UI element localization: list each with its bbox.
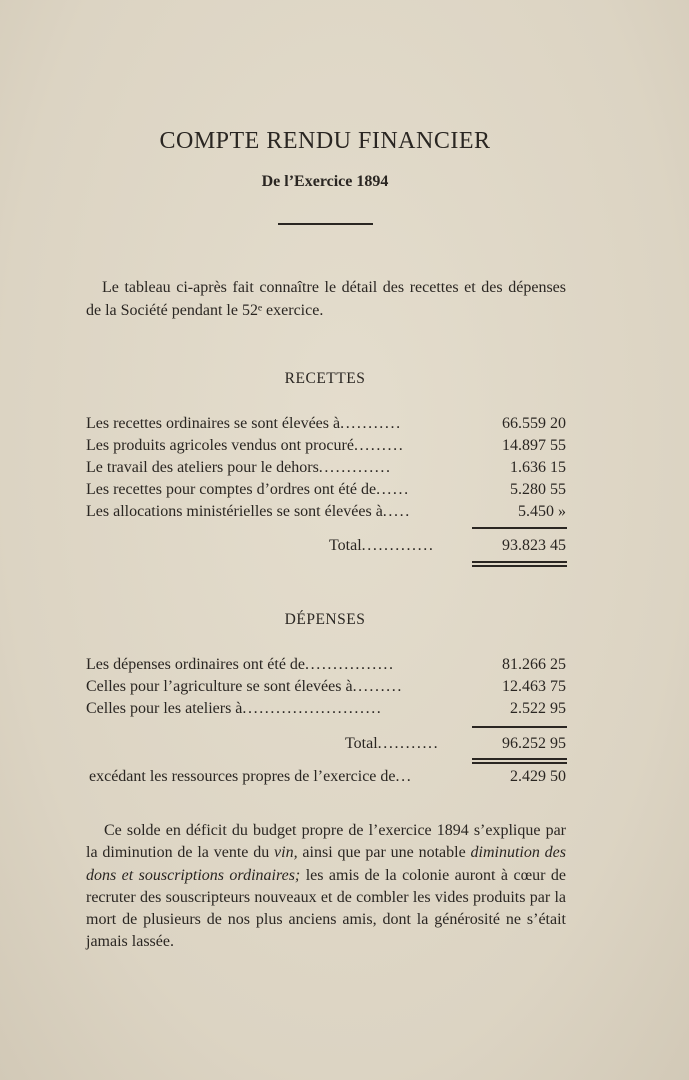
recettes-heading: RECETTES (284, 370, 366, 387)
leader-dots: ...... (376, 481, 410, 498)
total-label: Total (345, 735, 378, 752)
recette-label: Les recettes ordinaires se sont élevées à (86, 415, 341, 432)
depense-label: Les dépenses ordinaires ont été de (86, 656, 306, 673)
recette-amount: 1.636 15 (510, 459, 566, 476)
recettes-total-amount: 93.823 45 (502, 537, 566, 554)
total-label: Total (329, 537, 362, 554)
double-rule-top (472, 758, 567, 760)
excess-row (89, 766, 566, 788)
intro-paragraph: Le tableau ci-après fait connaître le détail des recettes et des dépenses de la Société pendant le 52ᵉ exercice. (86, 279, 566, 319)
depense-row (86, 676, 566, 698)
double-rule-bottom (472, 762, 567, 764)
leader-dots: ........... (377, 735, 440, 752)
recette-row (86, 413, 566, 435)
double-rule-bottom (472, 565, 567, 567)
depenses-total-amount: 96.252 95 (502, 735, 566, 752)
leader-dots: ........... (340, 415, 402, 432)
italic-diminution: diminution des dons et souscriptions ordinaires; (86, 844, 567, 884)
page-title: COMPTE RENDU FINANCIER (159, 128, 491, 154)
title-divider (278, 223, 373, 225)
depense-label: Celles pour les ateliers à (86, 700, 243, 717)
leader-dots: ..... (382, 503, 411, 520)
sum-rule (472, 527, 567, 529)
depense-row (86, 698, 566, 720)
recette-amount: 14.897 55 (502, 437, 566, 454)
depenses-heading: DÉPENSES (284, 611, 366, 628)
depense-amount: 12.463 75 (502, 678, 566, 695)
depense-row (86, 654, 566, 676)
recette-amount: 5.280 55 (510, 481, 566, 498)
closing-paragraph: Ce solde en déficit du budget propre de l’exercice 1894 s’explique par la diminution de la vente du vin, ainsi que par une notable diminution des dons et souscriptions ordinaires; les amis de la colonie auront à cœur de recruter des souscripteurs nouveaux et de combler les vides produits par la mort de plusieurs de nos plus anciens amis, dont la générosité ne s’était jamais lassée. (86, 822, 567, 951)
excess-label: excédant les ressources propres de l’exercice de (89, 768, 396, 785)
leader-dots: ... (395, 768, 413, 785)
recette-label: Les allocations ministérielles se sont élevées à (86, 503, 383, 520)
recette-amount: 5.450 » (518, 503, 566, 520)
recettes-total-row (86, 535, 566, 557)
recette-row (86, 457, 566, 479)
leader-dots: ......... (353, 437, 405, 454)
double-rule-top (472, 561, 567, 563)
excess-amount: 2.429 50 (510, 768, 566, 785)
depense-amount: 81.266 25 (502, 656, 566, 673)
leader-dots: ............. (361, 537, 435, 554)
leader-dots: ................ (305, 656, 395, 673)
recette-label: Les recettes pour comptes d’ordres ont été de (86, 481, 377, 498)
depense-label: Celles pour l’agriculture se sont élevées à (86, 678, 353, 695)
recette-row (86, 501, 566, 523)
depense-amount: 2.522 95 (510, 700, 566, 717)
depenses-total-row (86, 733, 566, 755)
page-subtitle: De l’Exercice 1894 (261, 173, 389, 190)
recette-row (86, 479, 566, 501)
recette-amount: 66.559 20 (502, 415, 566, 432)
leader-dots: ......................... (242, 700, 383, 717)
sum-rule (472, 726, 567, 728)
leader-dots: ............. (318, 459, 392, 476)
recette-label: Le travail des ateliers pour le dehors (86, 459, 319, 476)
italic-wine: vin, (274, 844, 298, 862)
recette-row (86, 435, 566, 457)
leader-dots: ......... (352, 678, 403, 695)
recette-label: Les produits agricoles vendus ont procuré (86, 437, 354, 454)
